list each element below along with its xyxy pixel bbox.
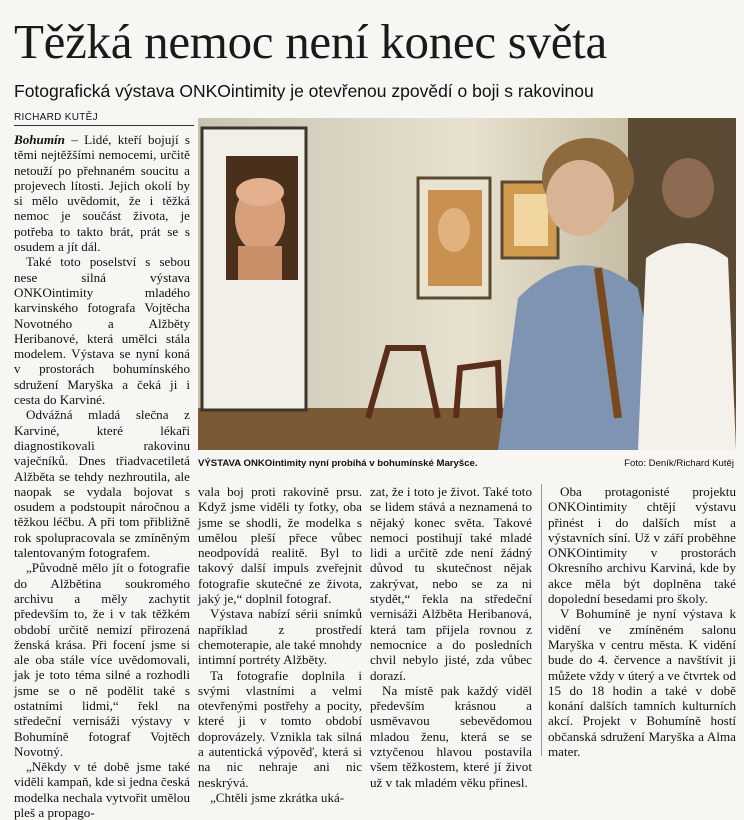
paragraph: zat, že i toto je život. Také toto se lidem stává a neznamená to nějaký konec světa. Takové nemoci postihují také mladé lidi a určitě zde není žádný důvod tu skutečnost nějak zakrývat, nebo se za ni stydět,“ řekla na středeční vernisáži Alžběta Heribanová, která tam přijela rovnou z nemocnice a do posledních chvil nebylo jisté, zda vůbec dorazí. [370, 484, 532, 683]
photo-caption [198, 458, 736, 470]
paragraph-text: – Lidé, kteří bojují s těmi nejtěžšími nemocemi, určitě netouží po přehnaném soucitu a projevech lítosti. Jejich okolí by si mělo uvědomit, že i těžká nemoc je součást života, je potřeba to takto brát, prát se s osudem a jít dál. [14, 132, 190, 255]
paragraph: vala boj proti rakovině prsu. Když jsme viděli ty fotky, oba jsme se shodli, že modelka s umělou pleší přece vůbec neodpovídá realitě. Byl to takový další impuls zveřejnit fotografie skutečné ze života, jaký je,“ doplnil fotograf. [198, 484, 362, 607]
paragraph: Odvážná mladá slečna z Karviné, které lékaři diagnostikovali rakovinu vaječníků. Dnes třiadvacetiletá Alžběta se tehdy nezhroutila, ale naopak se vydala bojovat s osudem a podstoupit náročnou a těžkou léčbu. A při tom přibližně rok spolupracovala se zmíněným talentovaným fotografem. [14, 407, 190, 561]
article-column-4 [548, 484, 736, 759]
headline: Těžká nemoc není konec světa [14, 14, 607, 69]
paragraph: Na místě pak každý viděl především krásnou a usměvavou sebevědomou mladou ženu, která se se vztyčenou hlavou postavila všem těžkostem, které jí život už v tak mladém věku přinesl. [370, 682, 532, 790]
paragraph: Ta fotografie doplnila i svými vlastními a velmi otevřenými postřehy a pocity, které ji v tomto období doprovázely. Vznikla tak silná a autentická výpověď, která si na nic nehraje ani nic neskrývá. [198, 667, 362, 790]
paragraph: „Někdy v té době jsme také viděli kampaň, kde si jedna česká modelka nechala vytvořit umělou pleš a propago- [14, 759, 190, 820]
byline: RICHARD KUTĚJ [14, 112, 98, 123]
column-divider [541, 484, 542, 756]
paragraph: „Chtěli jsme zkrátka uká- [210, 789, 345, 805]
paragraph: V Bohumíně je nyní výstava k vidění ve zmíněném salonu Maryška v centru města. K vidění bude do 4. července a navštívit ji můžete vždy v úterý a ve čtvrtek od 15 do 18 hodin a také v době konání dalších tamních kulturních akcí. Projekt v Bohumíně hostí občanská sdružení Maryška a Alma mater. [548, 606, 736, 760]
paragraph [14, 132, 190, 254]
paragraph: „Původně mělo jít o fotografie do Alžbětina soukromého archivu a měly zachytit především to, že i v tak těžkém období určitě nemizí přirozená ženská krása. Při focení jsme si ale oba stále více uvědomovali, jak je toto téma silné a rozhodli jsme se o ně podělit také s ostatními lidmi,“ řekl na středeční vernisáži výstavy v Bohumíně fotograf Vojtěch Novotný. [14, 560, 190, 759]
dateline-place: Bohumín [14, 132, 65, 147]
article-column-1 [14, 132, 190, 820]
article-column-2 [198, 484, 362, 805]
exhibition-photo [198, 118, 736, 450]
paragraph: Oba protagonisté projektu ONKOintimity chtějí výstavu přinést i do dalších míst a výstavních síní. Už v září proběhne ONKOintimity v prostorách Okresního archivu Karviná, kde by akce měla být doplněna také dopolední besedami pro školy. [548, 484, 736, 607]
subtitle: Fotografická výstava ONKOintimity je otevřenou zpovědí o boji s rakovinou [14, 81, 594, 101]
paragraph: Výstava nabízí sérii snímků například z prostředí chemoterapie, ale také mnohdy intimní portréty Alžběty. [198, 606, 362, 668]
byline-rule [14, 125, 194, 126]
photo-credit: Foto: Deník/Richard Kutěj [624, 458, 734, 469]
caption-text: intimity nyní probíhá v bohumínské Maryšce. [272, 458, 478, 469]
exhibition-photo-image [198, 118, 736, 450]
paragraph: Také toto poselství s sebou nese silná výstava ONKOintimity mladého karvinského fotografa Vojtěcha Novotného a Alžběty Heribanové, která umělci stála modelem. Výstava se nyní koná v prostorách bohumínského sdružení Maryška a čeká ji i cesta do Karviné. [14, 254, 190, 408]
article-column-3 [370, 484, 532, 790]
caption-bold: VÝSTAVA ONKO [198, 458, 273, 469]
